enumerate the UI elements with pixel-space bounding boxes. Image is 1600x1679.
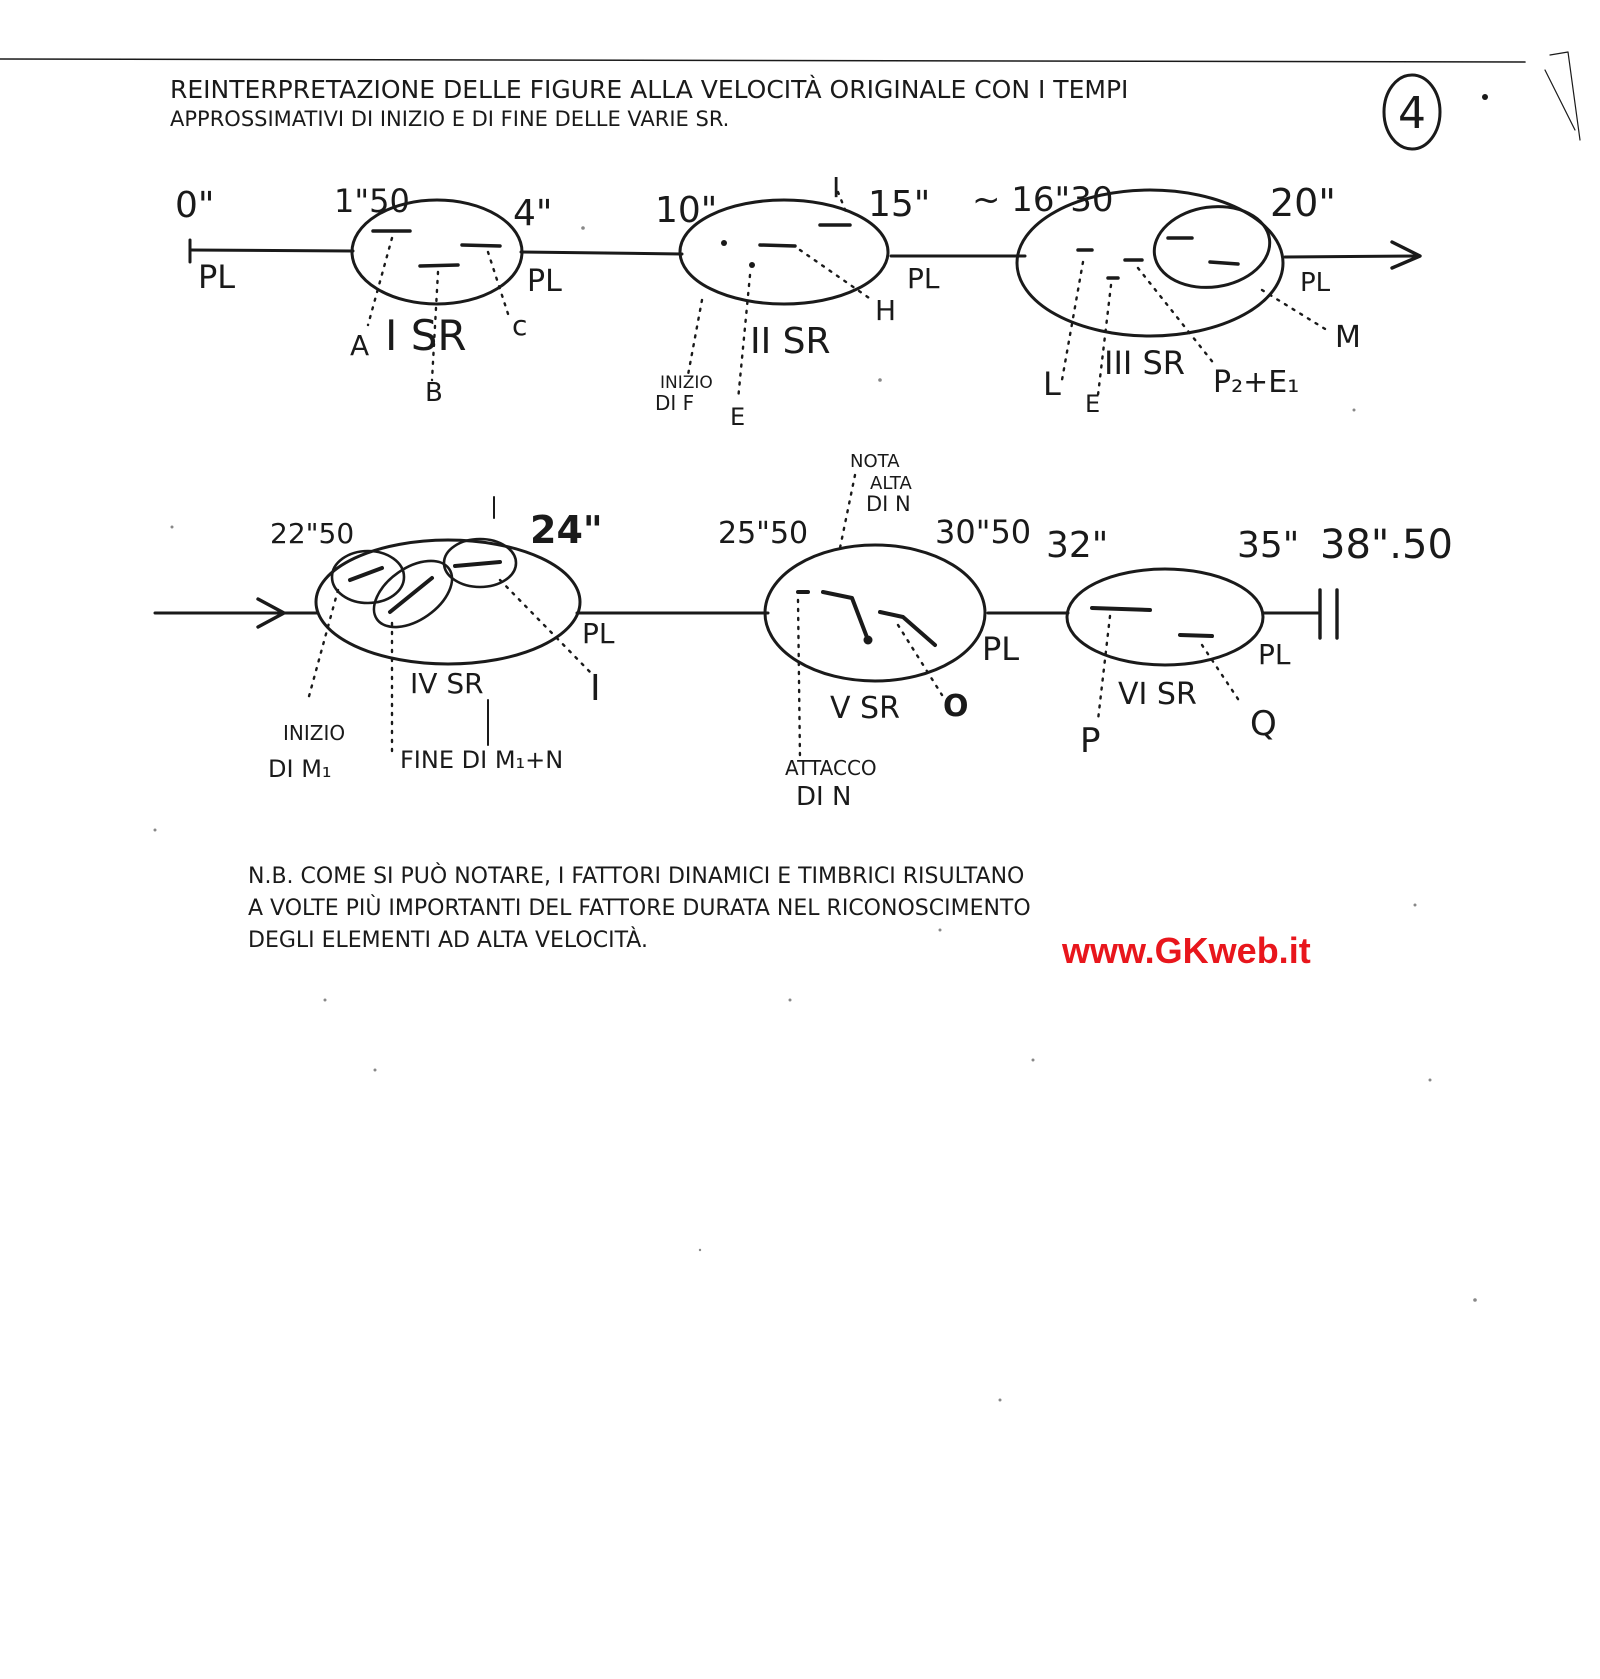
sr5-leader-attack (798, 600, 800, 760)
sr5-leader-note (840, 475, 855, 548)
sr3-inner-ellipse (1149, 199, 1275, 294)
sr3-label-e: E (1085, 390, 1101, 418)
time-15: 15" (868, 184, 931, 225)
sr3-label: III SR (1104, 344, 1186, 382)
scan-corner-mark (1545, 52, 1580, 140)
sr1-label: I SR (385, 311, 467, 360)
sr2-leader-h (800, 250, 872, 300)
scan-border-line (0, 59, 1525, 62)
sr6-ellipse (1067, 569, 1263, 665)
sr4-label: IV SR (410, 667, 484, 700)
sr1-label-b: B (425, 378, 443, 408)
sr2-note-line-1: INIZIO (660, 373, 713, 393)
page-number: 4 (1398, 88, 1426, 139)
sr6-marks (1092, 608, 1212, 636)
sr6-leader-p (1098, 616, 1110, 720)
sr1-marks (373, 231, 500, 266)
sr6-label: VI SR (1118, 677, 1197, 712)
pl-label-1: PL (198, 258, 236, 296)
sr1-label-a: A (350, 329, 370, 362)
pl-label-3: PL (907, 262, 940, 295)
sr5-attack-line-2: DI N (796, 782, 852, 812)
pl-label-6: PL (982, 630, 1020, 668)
sr4-leader-i (500, 580, 590, 672)
sr5-note-line-1: NOTA (850, 451, 900, 472)
sr2-leader-e (738, 275, 750, 400)
time-0: 0" (175, 185, 215, 226)
sr4-start-line-1: INIZIO (283, 721, 346, 745)
sr4-label-i: I (590, 668, 601, 709)
sr1-leader-c (488, 252, 510, 320)
time-38-50: 38".50 (1320, 522, 1453, 568)
sr5-note-line-2: ALTA (870, 473, 912, 494)
sr3-label-pe: P₂+E₁ (1213, 365, 1300, 400)
sr5-leader-o (898, 625, 942, 695)
time-30-50: 30"50 (935, 513, 1032, 551)
pl-label-4: PL (1300, 268, 1331, 298)
scan-specks (154, 226, 1477, 1401)
pl-label-5: PL (582, 617, 615, 650)
sr3-label-l: L (1043, 365, 1061, 403)
footnote-line-3: DEGLI ELEMENTI AD ALTA VELOCITÀ. (248, 928, 648, 953)
sr2-point-f (721, 240, 727, 246)
footnote-line-1: N.B. COME SI PUÒ NOTARE, I FATTORI DINAMICI E TIMBRICI RISULTANO (248, 864, 1025, 889)
time-10: 10" (655, 190, 718, 231)
sr2-label-e: E (730, 403, 746, 431)
sr3-label-m: M (1335, 320, 1361, 355)
time-22-50: 22"50 (270, 517, 355, 550)
sr5-point (864, 636, 873, 645)
sr2-top-mark: I (832, 171, 841, 204)
sr4-start-line-2: DI M₁ (268, 755, 332, 783)
pl-label-7: PL (1258, 638, 1291, 671)
scan-speck (1482, 94, 1488, 100)
timeline-1 (190, 250, 1420, 257)
sr3-inner-marks (1168, 238, 1238, 264)
sr3-marks (1078, 250, 1142, 278)
sr2-point-e (749, 262, 755, 268)
time-4: 4" (513, 193, 553, 234)
sr6-leader-q (1202, 645, 1240, 702)
sr2-label: II SR (750, 321, 831, 362)
time-35: 35" (1237, 525, 1300, 566)
sr4-end-note: FINE DI M₁+N (400, 746, 564, 774)
sr5-note-line-3: DI N (866, 492, 911, 516)
sr5-label-o: O (943, 689, 969, 724)
time-20: 20" (1270, 181, 1336, 225)
sr2-label-h: H (875, 294, 897, 327)
sr5-ellipse (765, 545, 985, 681)
sr6-label-q: Q (1250, 704, 1277, 744)
time-32: 32" (1046, 525, 1109, 566)
time-25-50: 25"50 (718, 516, 809, 551)
sr6-label-p: P (1080, 721, 1101, 761)
sr4-leader-start (308, 590, 338, 700)
header-line-1: REINTERPRETAZIONE DELLE FIGURE ALLA VELOCITÀ ORIGINALE CON I TEMPI (170, 75, 1129, 104)
sr2-leader-f (688, 300, 702, 375)
time-16-30: ~ 16"30 (972, 180, 1114, 220)
watermark: www.GKweb.it (1062, 930, 1311, 971)
time-1-50: 1"50 (334, 182, 410, 220)
sr5-attack-line-1: ATTACCO (785, 756, 877, 780)
sr2-note-line-2: DI F (655, 391, 695, 415)
header-line-2: APPROSSIMATIVI DI INIZIO E DI FINE DELLE VARIE SR. (170, 107, 730, 131)
time-24: 24" (530, 508, 603, 552)
footnote-line-2: A VOLTE PIÙ IMPORTANTI DEL FATTORE DURATA NEL RICONOSCIMENTO (248, 896, 1031, 921)
pl-label-2: PL (527, 264, 562, 299)
sr5-label: V SR (830, 691, 900, 726)
sr2-marks (760, 225, 850, 246)
sr1-label-c: c (512, 309, 528, 342)
timeline-2-end-bars (1320, 590, 1337, 638)
